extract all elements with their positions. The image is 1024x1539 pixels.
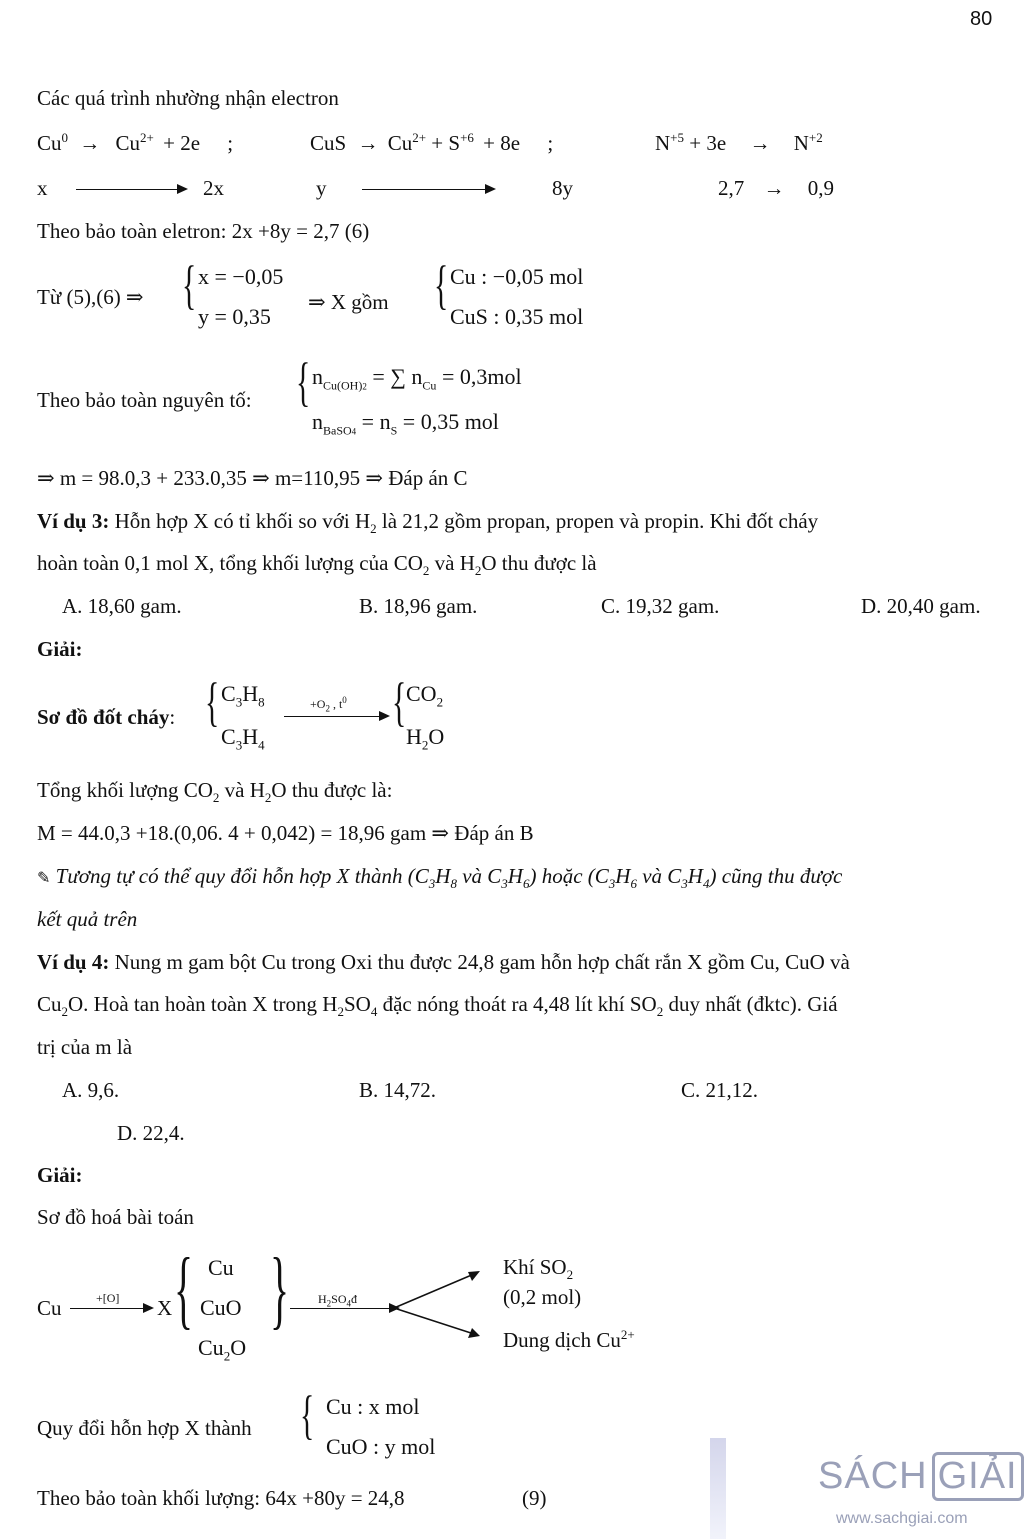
vd3-option-c: C. 19,32 gam. (601, 594, 720, 618)
quydoi-cu: Cu : x mol (326, 1394, 420, 1419)
vd4-option-b: B. 14,72. (359, 1078, 437, 1102)
eq-27: 2,7 → 0,9 (718, 176, 834, 200)
scheme-split-arrows (392, 1266, 488, 1346)
watermark-bar (710, 1438, 726, 1539)
vd3-option-a: A. 18,60 gam. (62, 594, 182, 618)
sol-x: x = −0,05 (198, 264, 284, 289)
vd3-option-d: D. 20,40 gam. (861, 594, 981, 618)
nt-line2: $n_{BaSO4} = n_S = 0,35$ mol (312, 409, 499, 438)
vd3-note-line1: ✎ Tương tự có thể quy đổi hỗn hợp X thành ($C_3H_8$ và $C_3H_6$) hoặc ($C_3H_6$ và $C_3H_4$) cũng thu được (37, 864, 843, 892)
page-number: 80 (970, 8, 993, 30)
vd3-question-line1: Ví dụ 3: Hỗn hợp X có tỉ khối so với $H_2$ là 21,2 gồm propan, propen và propin. Khi đốt cháy (37, 509, 819, 537)
brace-products: { (392, 672, 407, 732)
brace-reactants: { (205, 672, 220, 732)
vd4-scheme-title: Sơ đồ hoá bài toán (37, 1205, 194, 1229)
vd4-question-line2: $Cu_2O$. Hoà tan hoàn toàn X trong $H_2SO_4$ đặc nóng thoát ra 4,48 lít khí $SO_2$ duy nhất (đktc). Giá (37, 992, 838, 1020)
scheme-arrow-o (70, 1308, 152, 1309)
nt-line1: $n_{Cu(OH)2}$ = ∑ $n_{Cu} = 0,3mol$ (312, 364, 522, 393)
vd4-question-line3: trị của m là (37, 1035, 133, 1059)
scheme-cond-o: +[O] (96, 1291, 120, 1305)
eq-y: y (316, 176, 327, 200)
eq-2x: 2x (203, 176, 224, 200)
m-result: ⇒ m = 98.0,3 + 233.0,35 ⇒ m=110,95 ⇒ Đáp án C (37, 466, 468, 490)
brace-x-left: { (174, 1241, 194, 1338)
eq-x: x (37, 176, 48, 200)
scheme-product-so2: Khí $SO_2$ (503, 1255, 574, 1283)
pencil-icon: ✎ (37, 870, 51, 887)
mass-balance-number: (9) (522, 1486, 547, 1510)
product-co2: $CO_2$ (406, 681, 444, 710)
eq-cus-oxidation: CuS → $Cu^{2+} + S^{+6} + 8e$ ; (310, 130, 554, 155)
scheme-x: X (157, 1296, 173, 1320)
x-cu: Cu : −0,05 mol (450, 264, 584, 289)
eq-8y: 8y (552, 176, 573, 200)
vd4-solution-heading: Giải: (37, 1163, 83, 1187)
total-mass-text: Tổng khối lượng $CO_2$ và $H_2O$ thu được là: (37, 778, 393, 806)
vd4-question-line1: Ví dụ 4: Nung m gam bột Cu trong Oxi thu được 24,8 gam hỗn hợp chất rắn X gồm Cu, CuO và (37, 950, 850, 974)
tu56-mid: ⇒ X gồm (308, 290, 389, 314)
sol-y: y = 0,35 (198, 304, 271, 329)
vd4-option-c: C. 21,12. (681, 1078, 759, 1102)
scheme-arrow-h2so4 (290, 1308, 398, 1309)
brace-nt: { (296, 352, 311, 412)
scheme-product-cu2plus: Dung dịch $Cu^{2+}$ (503, 1327, 635, 1352)
scheme-x-cuo: CuO (200, 1295, 242, 1320)
vd3-combustion-label: Sơ đồ đốt cháy: (37, 705, 176, 729)
vd4-option-a: A. 9,6. (62, 1078, 120, 1102)
vd3-solution-heading: Giải: (37, 637, 83, 661)
bt-nt-lead: Theo bảo toàn nguyên tố: (37, 388, 252, 412)
quydoi-cuo: CuO : y mol (326, 1434, 436, 1459)
brace-x-right: } (270, 1241, 290, 1338)
arrow-x (76, 189, 186, 190)
eq-n-reduction: $N^{+5} + 3e \to N^{+2}$ (655, 130, 823, 155)
vd3-option-b: B. 18,96 gam. (359, 594, 478, 618)
scheme-cu: Cu (37, 1296, 62, 1320)
electron-balance: Theo bảo toàn eletron: 2x +8y = 2,7 (6) (37, 219, 370, 243)
tu56-lead: Từ (5),(6) ⇒ (37, 285, 144, 309)
reactant-c3h8: $C_3H_8$ (221, 681, 265, 710)
intro-text: Các quá trình nhường nhận electron (37, 86, 339, 110)
vd3-question-line2: hoàn toàn 0,1 mol X, tổng khối lượng của $CO_2$ và $H_2O$ thu được là (37, 551, 597, 579)
reactant-c3h4: $C_3H_4$ (221, 724, 265, 753)
product-h2o: $H_2O$ (406, 724, 445, 753)
combustion-condition: $+O_2$ , $t^0$ (310, 695, 347, 714)
scheme-so2-amount: (0,2 mol) (503, 1285, 582, 1309)
arrow-y (362, 189, 494, 190)
scheme-cond-h2so4: $H_2SO_4đ$ (318, 1292, 358, 1309)
watermark-url: www.sachgiai.com (836, 1510, 968, 1527)
scheme-x-cu: Cu (208, 1255, 234, 1280)
vd4-option-d: D. 22,4. (117, 1121, 185, 1145)
scheme-x-cu2o: $Cu_2O$ (198, 1335, 247, 1364)
mass-balance: Theo bảo toàn khối lượng: 64x +80y = 24,8 (37, 1486, 405, 1510)
brace-quydoi: { (300, 1385, 315, 1445)
total-mass-calc: M = 44.0,3 +18.(0,06. 4 + 0,042) = 18,96 gam ⇒ Đáp án B (37, 821, 534, 845)
vd3-note-line2: kết quả trên (37, 907, 138, 931)
quydoi-lead: Quy đổi hỗn hợp X thành (37, 1416, 252, 1440)
brace-xgom: { (434, 255, 449, 315)
x-cus: CuS : 0,35 mol (450, 304, 584, 329)
eq-cu-oxidation: $Cu^0 \to Cu^{2+} + 2e$ ; (37, 130, 234, 155)
combustion-arrow (284, 716, 388, 717)
watermark-logo: SÁCH GIẢI (818, 1452, 1024, 1501)
brace-xy: { (182, 255, 197, 315)
